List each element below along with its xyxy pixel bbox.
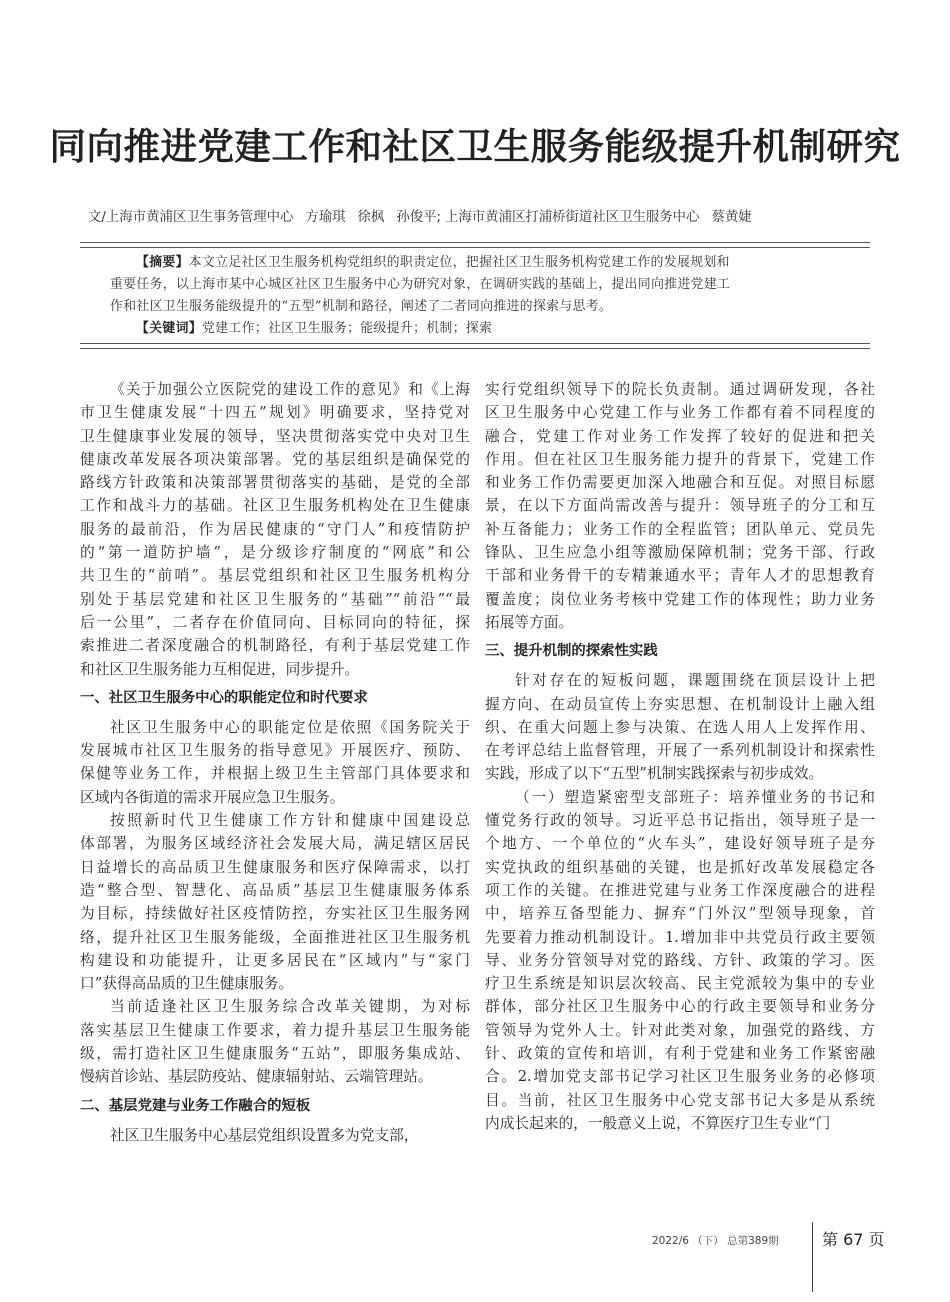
text-line: 群体，部分社区卫生服务中心的行政主要领导和业务分 <box>485 998 875 1016</box>
footer-divider <box>812 1222 813 1292</box>
text-line: 管领导为党外人士。针对此类对象，加强党的路线、方 <box>485 1021 875 1039</box>
keywords-line <box>80 318 870 340</box>
text-line: 中，培养互备型能力、摒弃“门外汉”型领导现象，首 <box>485 905 875 923</box>
text-line: 路线方针政策和决策部署贯彻落实的基础，是党的全部 <box>80 474 470 492</box>
text-line: 疗卫生系统是知识层次较高、民主党派较为集中的专业 <box>485 975 875 993</box>
text-line: 织、在重大问题上参与决策、在选人用人上发挥作用、 <box>485 718 875 736</box>
text-line: 内成长起来的，一般意义上说，不算医疗卫生专业“门 <box>485 1114 831 1132</box>
page-number: 第 67 页 <box>822 1230 885 1249</box>
text-line: 构建设和功能提升，让更多居民在“区域内”与“家门 <box>80 951 470 969</box>
text-line: 实行党组织领导下的院长负责制。通过调研发现，各社 <box>485 381 875 398</box>
text-line: 别处于基层党建和社区卫生服务的“基础”“前沿”“最 <box>80 590 470 608</box>
right-text-column <box>485 378 875 1135</box>
text-line: 索推进二者深度融合的机制路径，有利于基层党建工作 <box>80 637 470 655</box>
text-line: 实践，形成了以下“五型”机制实践探索与初步成效。 <box>485 765 824 783</box>
author-name: 蔡黄婕 <box>711 210 752 225</box>
author-name: 孙俊平; <box>396 210 442 225</box>
author-affiliation-2: 上海市黄浦区打浦桥街道社区卫生服务中心 <box>445 210 700 225</box>
text-line: 懂党务行政的领导。习近平总书记指出，领导班子是一 <box>485 812 875 830</box>
article-title: 同向推进党建工作和社区卫生服务能级提升机制研究 <box>49 125 901 168</box>
text-line: 合。2.增加党支部书记学习社区卫生服务业务的必修项 <box>485 1068 875 1086</box>
text-line: 服务的最前沿，作为居民健康的“守门人”和疫情防护 <box>80 520 470 538</box>
text-line: 共卫生的“前哨”。基层党组织和社区卫生服务机构分 <box>80 567 470 585</box>
text-line: 保健等业务工作，并根据上级卫生主管部门具体要求和 <box>80 765 470 783</box>
text-line: 体部署，为服务区域经济社会发展大局，满足辖区居民 <box>80 835 470 853</box>
abstract-text: 本文立足社区卫生服务机构党组织的职责定位，把握社区卫生服务机构党建工作的发展规划和 <box>188 255 730 270</box>
text-line: 在考评总结上监督管理，开展了一系列机制设计和探索性 <box>485 742 875 760</box>
text-line: 项工作的关键。在推进党建与业务工作深度融合的进程 <box>485 881 875 899</box>
text-line: 针对存在的短板问题，课题围绕在顶层设计上把 <box>515 672 875 690</box>
text-line: 锋队、卫生应急小组等激励保障机制；党务干部、行政 <box>485 544 875 562</box>
text-line: 口”获得高品质的卫生健康服务。 <box>80 975 294 993</box>
text-line: 干部和业务骨干的专精兼通水平；青年人才的思想教育 <box>485 567 875 585</box>
section-heading: 二、基层党建与业务工作融合的短板 <box>80 1097 311 1114</box>
keywords-text: 党建工作；社区卫生服务；能级提升；机制；探索 <box>201 321 493 336</box>
section-heading: 一、社区卫生服务中心的职能定位和时代要求 <box>80 689 368 706</box>
text-line: 健康改革发展各项决策部署。党的基层组织是确保党的 <box>80 450 470 468</box>
text-line: 区域内各街道的需求开展应急卫生服务。 <box>80 788 345 806</box>
abstract-line: 重要任务，以上海市某中心城区社区卫生服务中心为研究对象，在调研实践的基础上，提出同向推进党建工 <box>110 277 731 292</box>
text-line: 先要着力推动机制设计。1.增加非中共党员行政主要领 <box>485 928 875 946</box>
text-line: 按照新时代卫生健康工作方针和健康中国建设总 <box>110 812 470 830</box>
author-name: 方瑜琪 <box>305 210 346 225</box>
text-line: 日益增长的高品质卫生健康服务和医疗保障需求，以打 <box>80 858 470 876</box>
author-line <box>88 206 888 225</box>
text-line: 工作和战斗力的基础。社区卫生服务机构处在卫生健康 <box>80 497 470 515</box>
author-name: 徐枫 <box>357 210 385 225</box>
text-line: 当前适逢社区卫生服务综合改革关键期，为对标 <box>110 998 470 1016</box>
text-line: 市卫生健康发展“十四五”规划》明确要求，坚持党对 <box>80 404 470 422</box>
text-line: 目。当前，社区卫生服务中心党支部书记大多是从系统 <box>485 1091 875 1109</box>
text-line: 覆盖度；岗位业务考核中党建工作的体现性；助力业务 <box>485 590 875 608</box>
text-line: 的“第一道防护墙”，是分级诊疗制度的“网底”和公 <box>80 544 470 562</box>
text-line: 拓展等方面。 <box>485 613 574 631</box>
text-line: （一）塑造紧密型支部班子：培养懂业务的书记和 <box>515 788 875 806</box>
text-line: 和社区卫生服务能力互相促进，同步提升。 <box>80 660 360 678</box>
text-line: 针、政策的宣传和培训，有利于党建和业务工作紧密融 <box>485 1045 875 1063</box>
text-line: 后一公里”，二者存在价值同向、目标同向的特征，探 <box>80 613 470 631</box>
text-line: 造“整合型、智慧化、高品质”基层卫生健康服务体系 <box>80 881 470 899</box>
text-line: 作用。但在社区卫生服务能力提升的背景下，党建工作 <box>485 450 875 468</box>
text-line: 景，在以下方面尚需改善与提升：领导班子的分工和互 <box>485 497 875 515</box>
text-line: 卫生健康事业发展的领导，坚决贯彻落实党中央对卫生 <box>80 427 470 445</box>
section-heading: 三、提升机制的探索性实践 <box>485 643 658 660</box>
text-line: 导、业务分管领导对党的路线、方针、政策的学习。医 <box>485 951 875 969</box>
text-line: 落实基层卫生健康工作要求，着力提升基层卫生服务能 <box>80 1021 470 1039</box>
abstract-block <box>80 252 870 340</box>
abstract-bottom-rule <box>80 343 870 349</box>
text-line: 补互备能力；业务工作的全程监管；团队单元、党员先 <box>485 520 875 538</box>
text-line: 社区卫生服务中心基层党组织设置多为党支部， <box>110 1126 419 1144</box>
text-line: 发展城市社区卫生服务的指导意见》开展医疗、预防、 <box>80 742 470 760</box>
abstract-line: 作和社区卫生服务能级提升的“五型”机制和路径，阐述了二者同向推进的探索与思考。 <box>110 299 613 314</box>
text-line: 社区卫生服务中心的职能定位是依照《国务院关于 <box>110 718 470 736</box>
text-line: 握方向、在动员宣传上夯实思想、在机制设计上融入组 <box>485 695 875 713</box>
text-line: 络，提升社区卫生服务能级，全面推进社区卫生服务机 <box>80 928 470 946</box>
text-line: 《关于加强公立医院党的建设工作的意见》和《上海 <box>110 381 470 398</box>
text-line: 融合，党建工作对业务工作发挥了较好的促进和把关 <box>485 427 875 445</box>
keywords-label: 【关键词】 <box>136 321 202 336</box>
issue-info: 2022/6 （下） 总第389期 <box>652 1235 779 1247</box>
abstract-label: 【摘要】 <box>136 255 189 270</box>
text-line: 为目标，持续做好社区疫情防控，夯实社区卫生服务网 <box>80 905 470 923</box>
text-line: 区卫生服务中心党建工作与业务工作都有着不同程度的 <box>485 404 875 422</box>
abstract-top-rule <box>80 242 870 248</box>
text-line: 级，需打造社区卫生健康服务“五站”，即服务集成站、 <box>80 1045 470 1063</box>
abstract-line <box>80 252 870 274</box>
text-line: 慢病首诊站、基层防疫站、健康辐射站、云端管理站。 <box>80 1068 433 1086</box>
author-affiliation-1: 文/上海市黄浦区卫生事务管理中心 <box>88 210 294 225</box>
left-text-column <box>80 378 470 1147</box>
text-line: 实党执政的组织基础的关键，也是抓好改革发展稳定各 <box>485 858 875 876</box>
text-line: 个地方、一个单位的“火车头”，建设好领导班子是夯 <box>485 835 875 853</box>
text-line: 和业务工作仍需要更加深入地融合和互促。对照目标愿 <box>485 474 875 492</box>
